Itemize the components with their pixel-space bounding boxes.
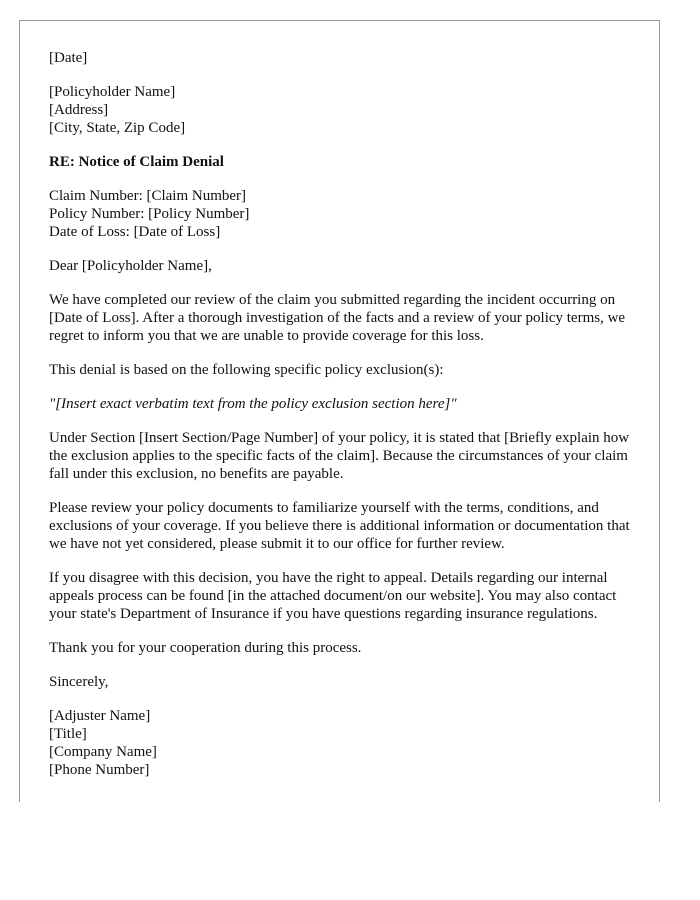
letter-page: [19, 20, 660, 802]
exclusion-quote: "[Insert exact verbatim text from the policy exclusion section here]": [49, 396, 457, 412]
paragraph-review-documents: Please review your policy documents to familiarize yourself with the terms, conditions, and exclusions of your coverage. If you believe there is additional information or documentation that we have not yet considered, please submit it to our office for further review.: [49, 500, 630, 552]
company-name: [Company Name]: [49, 744, 157, 760]
paragraph-thank-you: Thank you for your cooperation during this process.: [49, 640, 362, 656]
recipient-block: [49, 83, 641, 137]
letter-date-block: [49, 49, 641, 67]
subject-line: RE: Notice of Claim Denial: [49, 154, 224, 170]
letter-content: [49, 49, 641, 795]
signature-block: [49, 707, 641, 779]
salutation: Dear [Policyholder Name],: [49, 258, 212, 274]
policy-number: Policy Number: [Policy Number]: [49, 206, 250, 222]
recipient-city-state-zip: [City, State, Zip Code]: [49, 120, 186, 136]
recipient-address: [Address]: [49, 102, 109, 118]
date-of-loss: Date of Loss: [Date of Loss]: [49, 224, 221, 240]
claim-number: Claim Number: [Claim Number]: [49, 188, 247, 204]
adjuster-name: [Adjuster Name]: [49, 708, 151, 724]
paragraph-exclusion-intro: This denial is based on the following specific policy exclusion(s):: [49, 362, 444, 378]
phone-number: [Phone Number]: [49, 762, 150, 778]
adjuster-title: [Title]: [49, 726, 87, 742]
closing: Sincerely,: [49, 674, 109, 690]
paragraph-section-explanation: Under Section [Insert Section/Page Number] of your policy, it is stated that [Briefly explain how the exclusion applies to the specific facts of the claim]. Because the circumstances of your claim fall under this exclusion, no benefits are payable.: [49, 430, 630, 482]
paragraph-review-result: We have completed our review of the claim you submitted regarding the incident occurring on [Date of Loss]. After a thorough investigation of the facts and a review of your policy terms, we regret to inform you that we are unable to provide coverage for this loss.: [49, 292, 626, 344]
recipient-name: [Policyholder Name]: [49, 84, 176, 100]
letter-date: [Date]: [49, 50, 88, 66]
paragraph-appeal-rights: If you disagree with this decision, you have the right to appeal. Details regarding our internal appeals process can be found [in the attached document/on our website]. You may also contact your state's Department of Insurance if you have questions regarding insurance regulations.: [49, 570, 617, 622]
claim-info-block: [49, 187, 641, 241]
